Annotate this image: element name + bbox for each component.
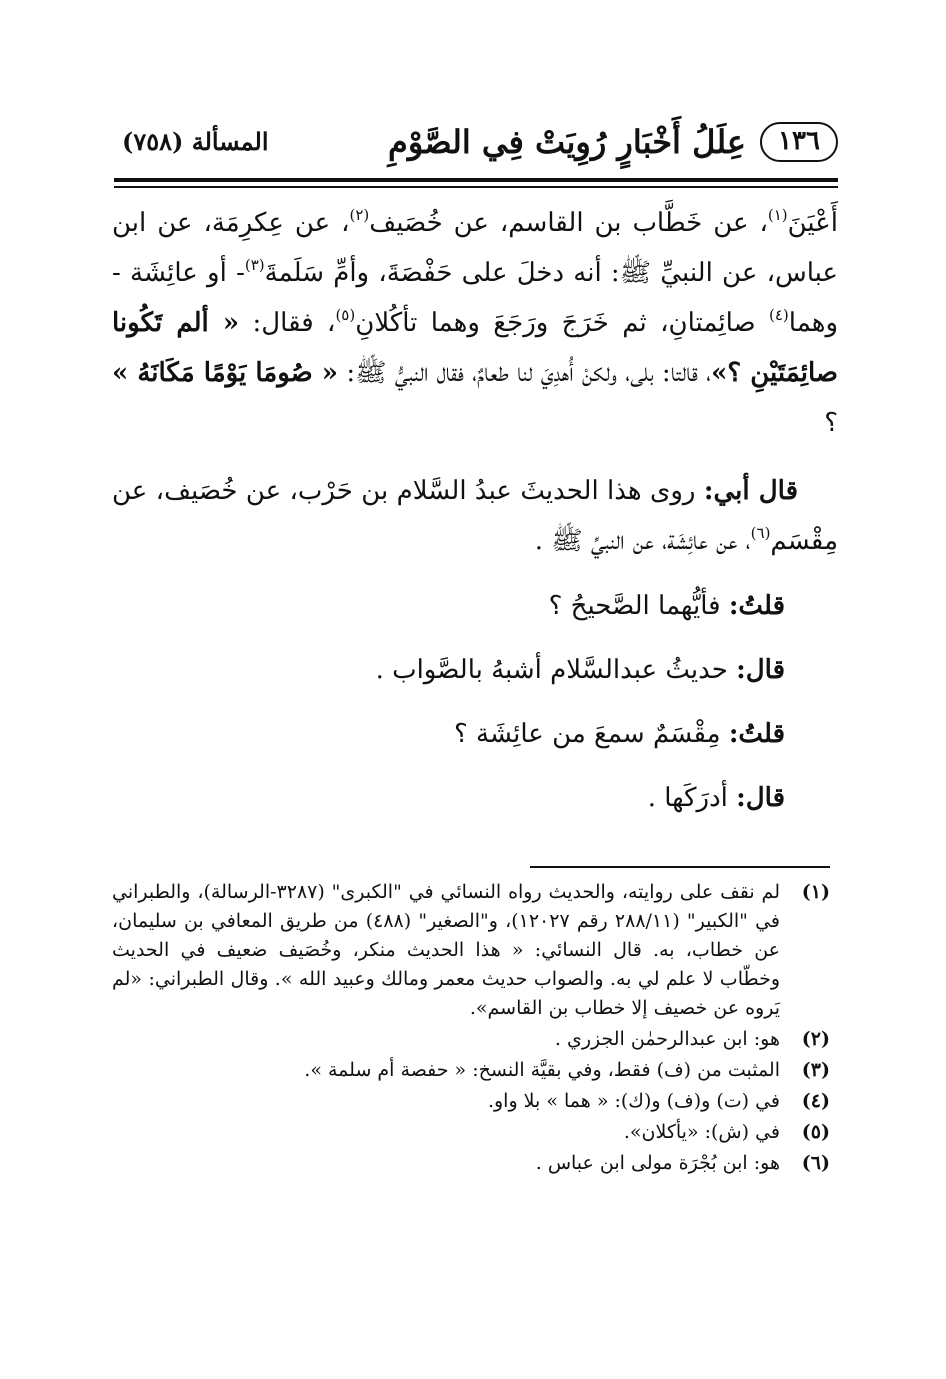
footnote-number: (٦) [801, 1152, 830, 1174]
footnote-number: (٥) [801, 1121, 830, 1143]
issue-label: المسألة (٧٥٨) [122, 127, 269, 156]
footnote-number: (٢) [801, 1028, 830, 1050]
prophetic-quote: « ألم تَكُونا صائِمَتَيْنِ ؟» [112, 308, 838, 388]
qa-text: أدرَكَها . [647, 783, 737, 813]
footnote-ref: (٣) [244, 256, 265, 274]
text-run: أَعْيَنَ [787, 208, 838, 238]
text-run: ، عن عائِشَة، عن النبيِّ ﷺ . [534, 526, 751, 556]
qa-text: مِقْسَمٌ سمعَ من عائِشَة ؟ [453, 719, 729, 749]
speaker-label: قال أبي: [703, 476, 798, 506]
page-number: ١٣٦ [760, 122, 838, 162]
qa-line [112, 712, 785, 756]
text-run: ، عن خَطَّاب بن القاسم، عن خُصَيف [369, 208, 768, 238]
qa-text: حديثُ عبدالسَّلام أشبهُ بالصَّواب . [375, 655, 737, 685]
page-header [110, 118, 838, 170]
footnote [112, 1149, 830, 1178]
footnote-text: في (ش): «يأكلان». [623, 1121, 780, 1143]
speaker-label: قال: [736, 655, 785, 685]
footnote [112, 878, 830, 1023]
prophetic-quote: « صُومَا يَوْمًا مَكَانَهُ » [112, 358, 339, 388]
qa-line [112, 584, 785, 628]
text-run: ؟ [824, 408, 838, 438]
footnote-number: (٣) [801, 1059, 830, 1081]
text-run: روى هذا الحديثَ عبدُ السَّلام بن حَرْب، عن خُصَيف، عن مِقْسَم [112, 476, 838, 556]
header-rule-thin [114, 186, 838, 188]
qa-text: فأيُّهما الصَّحيحُ ؟ [548, 591, 729, 621]
footnote-text: هو: ابن عبدالرحمٰن الجزري . [554, 1028, 780, 1050]
main-text [112, 198, 838, 566]
speaker-label: قلتُ: [728, 719, 785, 749]
header-rule-thick [114, 178, 838, 182]
qa-line [112, 648, 785, 692]
hadith-paragraph [112, 198, 838, 448]
text-run: ، عن عِكرِمَة، عن ابن عباس، عن النبيِّ ﷺ: أنه دخلَ على حَفْصَةَ، وأمِّ سَلَمةَ [112, 208, 838, 288]
footnote-number: (٤) [801, 1090, 830, 1112]
book-title: عِلَلُ أَخْبَارٍ رُوِيَتْ فِي الصَّوْمِ [388, 123, 746, 161]
footnote [112, 1025, 830, 1054]
footnote-ref: (٥) [335, 306, 356, 324]
footnote-text: المثبت من (ف) فقط، وفي بقيَّة النسخ: « حفصة أم سلمة ». [304, 1059, 780, 1081]
footnote-ref: (١) [767, 206, 788, 224]
text-run: ، فقال: [239, 308, 336, 338]
footnote-number: (١) [801, 881, 830, 903]
text-run: صائِمتانِ، ثم خَرَجَ ورَجَعَ وهما تأكُلانِ [355, 308, 769, 338]
text-run: ، قالتا: بلى، ولكنْ أُهدِيَ لنا طعامٌ، فقال النبيُّ ﷺ: [338, 358, 712, 388]
footnote-ref: (٦) [750, 524, 771, 542]
footnote-text: هو: ابن بُجْرَة مولى ابن عباس . [535, 1152, 780, 1174]
footnote [112, 1056, 830, 1085]
footnote-separator [530, 866, 830, 868]
footnote [112, 1087, 830, 1116]
commentary-paragraph [112, 466, 838, 566]
speaker-label: قلتُ: [728, 591, 785, 621]
footnote [112, 1118, 830, 1147]
footnotes [112, 878, 830, 1178]
text-run: - أو عائِشَة - وهما [112, 258, 839, 338]
footnote-ref: (٤) [769, 306, 789, 324]
footnote-text: في (ت) و(ف) و(ك): « هما » بلا واو. [487, 1090, 780, 1112]
qa-line [112, 776, 785, 820]
footnote-ref: (٢) [349, 206, 370, 224]
footnote-text: لم نقف على روايته، والحديث رواه النسائي في "الكبرى" (٣٢٨٧-الرسالة)، والطبراني في "الكبير" (٢٨٨/١١ رقم ١٢٠٢٧)، و"الصغير" (٤٨٨) من طريق المعافي بن سليمان، عن خطاب، به. قال النسائي: « هذا الحديث منكر، وخُصَيف ضعيف في الحديث وخطّاب لا علم لي به. والصواب حديث معمر ومالك وعبيد الله ». وقال الطبراني: «لم يَروه عن خصيف إلا خطاب بن القاسم». [112, 881, 780, 1019]
speaker-label: قال: [736, 783, 785, 813]
